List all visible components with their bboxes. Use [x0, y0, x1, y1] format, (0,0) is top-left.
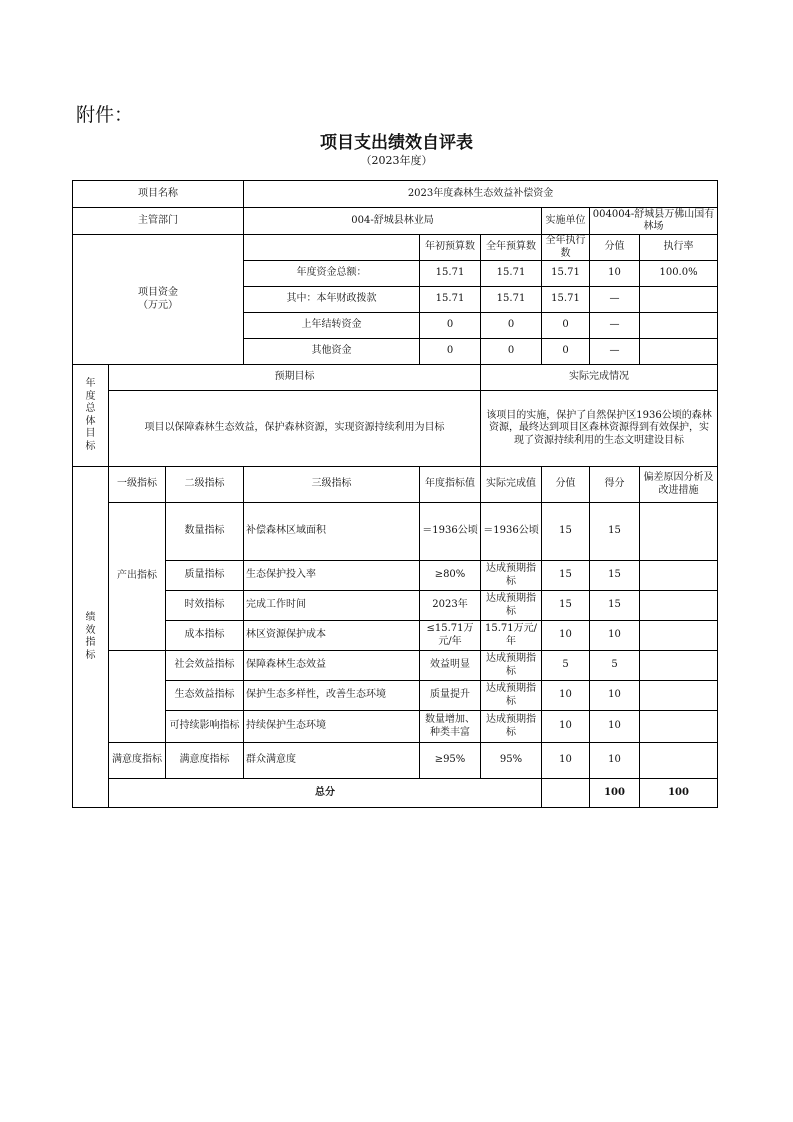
funds-executed: 0	[542, 339, 590, 365]
indicator-level3: 生态保护投入率	[244, 561, 420, 591]
indicator-level2: 质量指标	[166, 561, 244, 591]
actual-goal-label: 实际完成情况	[481, 365, 718, 391]
dept-label: 主管部门	[73, 208, 244, 235]
goals-header-row	[73, 365, 718, 391]
funds-rate	[640, 313, 718, 339]
indicator-level3: 补偿森林区域面积	[244, 503, 420, 561]
goals-content-row	[73, 391, 718, 467]
total-row	[73, 779, 718, 808]
funds-initial: 15.71	[420, 287, 481, 313]
total-score-value: 100	[590, 779, 640, 808]
funds-initial: 0	[420, 313, 481, 339]
effect-level1-blank	[109, 651, 166, 743]
header-score-value: 分值	[542, 467, 590, 503]
indicator-score-value: 10	[542, 681, 590, 711]
funds-header-initial: 年初预算数	[420, 235, 481, 261]
indicator-level3: 林区资源保护成本	[244, 621, 420, 651]
indicator-target: ≤15.71万元/年	[420, 621, 481, 651]
indicator-actual: 95%	[481, 743, 542, 779]
indicator-level2: 数量指标	[166, 503, 244, 561]
funds-executed: 15.71	[542, 261, 590, 287]
satisfaction-label: 满意度指标	[109, 743, 166, 779]
indicator-deviation	[640, 561, 718, 591]
dept-row	[73, 208, 718, 235]
funds-annual: 0	[481, 339, 542, 365]
indicator-deviation	[640, 651, 718, 681]
indicator-target: 质量提升	[420, 681, 481, 711]
indicator-deviation	[640, 681, 718, 711]
funds-header-score-value: 分值	[590, 235, 640, 261]
header-level2: 二级指标	[166, 467, 244, 503]
indicator-level3: 持续保护生态环境	[244, 711, 420, 743]
header-level3: 三级指标	[244, 467, 420, 503]
indicator-score-value: 15	[542, 591, 590, 621]
indicator-score: 15	[590, 561, 640, 591]
indicator-score-value: 5	[542, 651, 590, 681]
funds-initial: 0	[420, 339, 481, 365]
indicator-level2: 可持续影响指标	[166, 711, 244, 743]
header-target: 年度指标值	[420, 467, 481, 503]
indicator-deviation	[640, 743, 718, 779]
indicator-target: 效益明显	[420, 651, 481, 681]
funds-annual: 15.71	[481, 287, 542, 313]
funds-score-value: —	[590, 313, 640, 339]
indicator-row	[73, 621, 718, 651]
header-deviation: 偏差原因分析及改进措施	[640, 467, 718, 503]
dept-value: 004-舒城县林业局	[244, 208, 542, 235]
funds-rate: 100.0%	[640, 261, 718, 287]
indicator-score: 15	[590, 591, 640, 621]
indicator-score: 10	[590, 743, 640, 779]
expected-goal-label: 预期目标	[109, 365, 481, 391]
indicator-actual: 达成预期指标	[481, 561, 542, 591]
indicator-level3: 保护生态多样性，改善生态环境	[244, 681, 420, 711]
indicators-label: 绩效指标	[73, 467, 109, 808]
funds-row-label: 上年结转资金	[244, 313, 420, 339]
indicator-score-value: 10	[542, 711, 590, 743]
funds-header-rate: 执行率	[640, 235, 718, 261]
indicator-actual: 15.71万元/年	[481, 621, 542, 651]
funds-score-value: —	[590, 287, 640, 313]
indicator-score-value: 10	[542, 621, 590, 651]
indicator-level2: 生态效益指标	[166, 681, 244, 711]
funds-executed: 15.71	[542, 287, 590, 313]
indicator-level3: 完成工作时间	[244, 591, 420, 621]
funds-rate	[640, 287, 718, 313]
funds-score-value: 10	[590, 261, 640, 287]
funds-rate	[640, 339, 718, 365]
indicator-deviation	[640, 621, 718, 651]
funds-initial: 15.71	[420, 261, 481, 287]
indicator-level3: 保障森林生态效益	[244, 651, 420, 681]
indicator-target: ≥95%	[420, 743, 481, 779]
funds-header-executed: 全年执行数	[542, 235, 590, 261]
indicator-actual: 达成预期指标	[481, 711, 542, 743]
indicator-level3: 群众满意度	[244, 743, 420, 779]
funds-annual: 0	[481, 313, 542, 339]
indicator-level2: 成本指标	[166, 621, 244, 651]
header-actual: 实际完成值	[481, 467, 542, 503]
indicator-actual: 达成预期指标	[481, 651, 542, 681]
page-title: 项目支出绩效自评表	[320, 133, 473, 153]
funds-label: 项目资金 （万元）	[73, 235, 244, 365]
indicator-level2: 满意度指标	[166, 743, 244, 779]
expected-goal: 项目以保障森林生态效益，保护森林资源，实现资源持续利用为目标	[109, 391, 481, 467]
total-actual-blank	[542, 779, 590, 808]
funds-row-label: 年度资金总额：	[244, 261, 420, 287]
indicator-row	[73, 591, 718, 621]
indicator-actual: 达成预期指标	[481, 591, 542, 621]
impl-label: 实施单位	[542, 208, 590, 235]
impl-value: 004004-舒城县万佛山国有林场	[590, 208, 718, 235]
funds-header-row	[73, 235, 718, 261]
indicator-score: 5	[590, 651, 640, 681]
year-subtitle: （2023年度）	[360, 154, 433, 167]
indicator-score: 10	[590, 681, 640, 711]
indicator-target: ≥80%	[420, 561, 481, 591]
project-name-label: 项目名称	[73, 181, 244, 208]
indicator-row	[73, 503, 718, 561]
indicator-score-value: 15	[542, 503, 590, 561]
output-label: 产出指标	[109, 503, 166, 651]
indicator-target: 2023年	[420, 591, 481, 621]
indicator-score: 10	[590, 711, 640, 743]
indicator-score: 10	[590, 621, 640, 651]
funds-executed: 0	[542, 313, 590, 339]
indicator-deviation	[640, 711, 718, 743]
indicator-level2: 社会效益指标	[166, 651, 244, 681]
attachment-label: 附件：	[76, 104, 134, 126]
indicator-deviation	[640, 591, 718, 621]
total-score: 100	[640, 779, 718, 808]
indicators-header-row	[73, 467, 718, 503]
indicator-target: ＝1936公顷	[420, 503, 481, 561]
indicator-row	[73, 743, 718, 779]
indicator-score-value: 10	[542, 743, 590, 779]
indicator-deviation	[640, 503, 718, 561]
header-score: 得分	[590, 467, 640, 503]
project-name-row	[73, 181, 718, 208]
funds-row-label: 其中：本年财政拨款	[244, 287, 420, 313]
indicator-level2: 时效指标	[166, 591, 244, 621]
indicator-actual: 达成预期指标	[481, 681, 542, 711]
indicator-row	[73, 711, 718, 743]
funds-header-annual: 全年预算数	[481, 235, 542, 261]
indicator-row	[73, 681, 718, 711]
indicator-score: 15	[590, 503, 640, 561]
indicator-row	[73, 561, 718, 591]
header-level1: 一级指标	[109, 467, 166, 503]
funds-score-value: —	[590, 339, 640, 365]
project-name: 2023年度森林生态效益补偿资金	[244, 181, 718, 208]
total-label: 总分	[109, 779, 542, 808]
indicator-target: 数量增加、种类丰富	[420, 711, 481, 743]
goals-label: 年度总体目标	[73, 365, 109, 467]
evaluation-table	[72, 180, 718, 808]
funds-header-blank	[244, 235, 420, 261]
indicator-row	[73, 651, 718, 681]
indicator-score-value: 15	[542, 561, 590, 591]
indicator-actual: ＝1936公顷	[481, 503, 542, 561]
funds-row-label: 其他资金	[244, 339, 420, 365]
funds-annual: 15.71	[481, 261, 542, 287]
actual-goal: 该项目的实施，保护了自然保护区1936公顷的森林资源，最终达到项目区森林资源得到有效保护，实现了资源持续利用的生态文明建设目标	[481, 391, 718, 467]
